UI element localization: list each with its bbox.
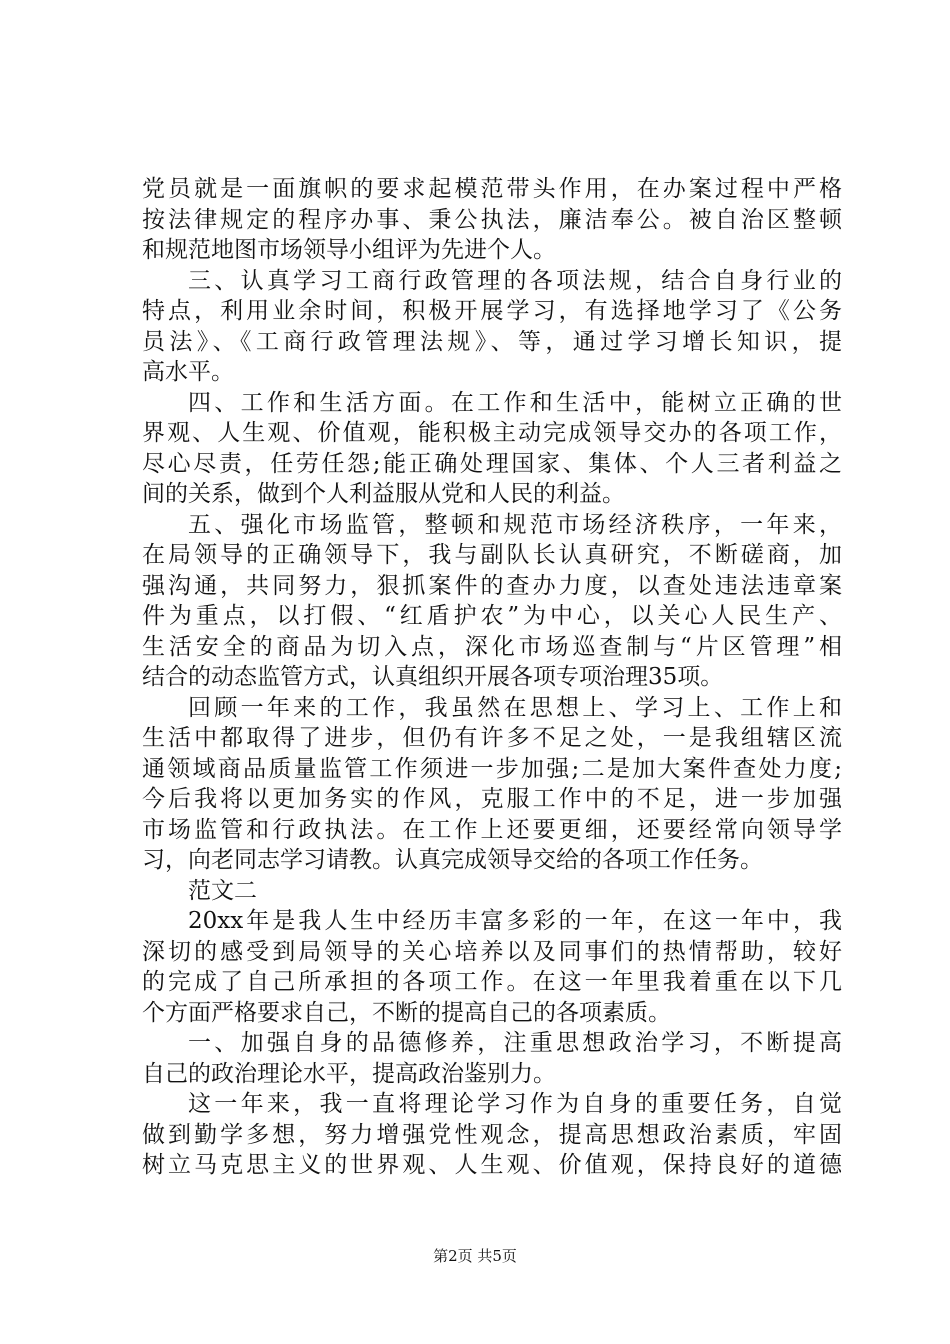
text-line: 个方面严格要求自己，不断的提高自己的各项素质。 [142,1000,671,1026]
text-line: 强沟通，共同努力，狠抓案件的查办力度，以查处违法违章案 [142,573,842,599]
text-line: 尽心尽责，任劳任怨;能正确处理国家、集体、个人三者利益之 [142,451,842,477]
text-line: 件为重点，以打假、“红盾护农”为中心，以关心人民生产、 [142,603,842,629]
text-line: 习，向老同志学习请教。认真完成领导交给的各项工作任务。 [142,847,763,873]
text-line: 今后我将以更加务实的作风，克服工作中的不足，进一步加强 [142,786,842,812]
text-line: 市场监管和行政执法。在工作上还要更细，还要经常向领导学 [142,817,842,843]
text-line: 在局领导的正确领导下，我与副队长认真研究，不断磋商，加 [142,542,842,568]
text-line: 的完成了自己所承担的各项工作。在这一年里我着重在以下几 [142,969,842,995]
page-number-footer: 第2页 共5页 [433,1247,517,1265]
text-line: 党员就是一面旗帜的要求起模范带头作用，在办案过程中严格 [142,176,842,202]
text-line: 一、加强自身的品德修养，注重思想政治学习，不断提高 [188,1030,842,1056]
text-line: 员法》、《工商行政管理法规》、等，通过学习增长知识，提 [142,329,842,355]
text-line: 深切的感受到局领导的关心培养以及同事们的热情帮助，较好 [142,939,842,965]
text-line: 树立马克思主义的世界观、人生观、价值观，保持良好的道德 [142,1152,842,1178]
text-line: 做到勤学多想，努力增强党性观念，提高思想政治素质，牢固 [142,1122,842,1148]
text-line: 五、强化市场监管，整顿和规范市场经济秩序，一年来， [188,512,842,538]
text-line: 按法律规定的程序办事、秉公执法，廉洁奉公。被自治区整顿 [142,207,842,233]
text-line: 回顾一年来的工作，我虽然在思想上、学习上、工作上和 [188,695,842,721]
text-line: 通领域商品质量监管工作须进一步加强;二是加大案件查处力度; [142,756,842,782]
text-line: 这一年来，我一直将理论学习作为自身的重要任务，自觉 [188,1091,842,1117]
section-heading: 范文二 [188,878,257,904]
text-line: 结合的动态监管方式，认真组织开展各项专项治理35项。 [142,664,724,690]
text-line: 间的关系，做到个人利益服从党和人民的利益。 [142,481,625,507]
text-line: 自己的政治理论水平，提高政治鉴别力。 [142,1061,556,1087]
text-line: 四、工作和生活方面。在工作和生活中，能树立正确的世 [188,390,842,416]
text-line: 生活中都取得了进步，但仍有许多不足之处，一是我组辖区流 [142,725,842,751]
text-line: 20xx年是我人生中经历丰富多彩的一年，在这一年中，我 [188,908,842,934]
text-line: 特点，利用业余时间，积极开展学习，有选择地学习了《公务 [142,298,842,324]
text-line: 界观、人生观、价值观，能积极主动完成领导交办的各项工作， [142,420,842,446]
text-line: 和规范地图市场领导小组评为先进个人。 [142,237,556,263]
text-line: 三、认真学习工商行政管理的各项法规，结合自身行业的 [188,268,842,294]
text-line: 高水平。 [142,359,234,385]
text-line: 生活安全的商品为切入点，深化市场巡查制与“片区管理”相 [142,634,842,660]
